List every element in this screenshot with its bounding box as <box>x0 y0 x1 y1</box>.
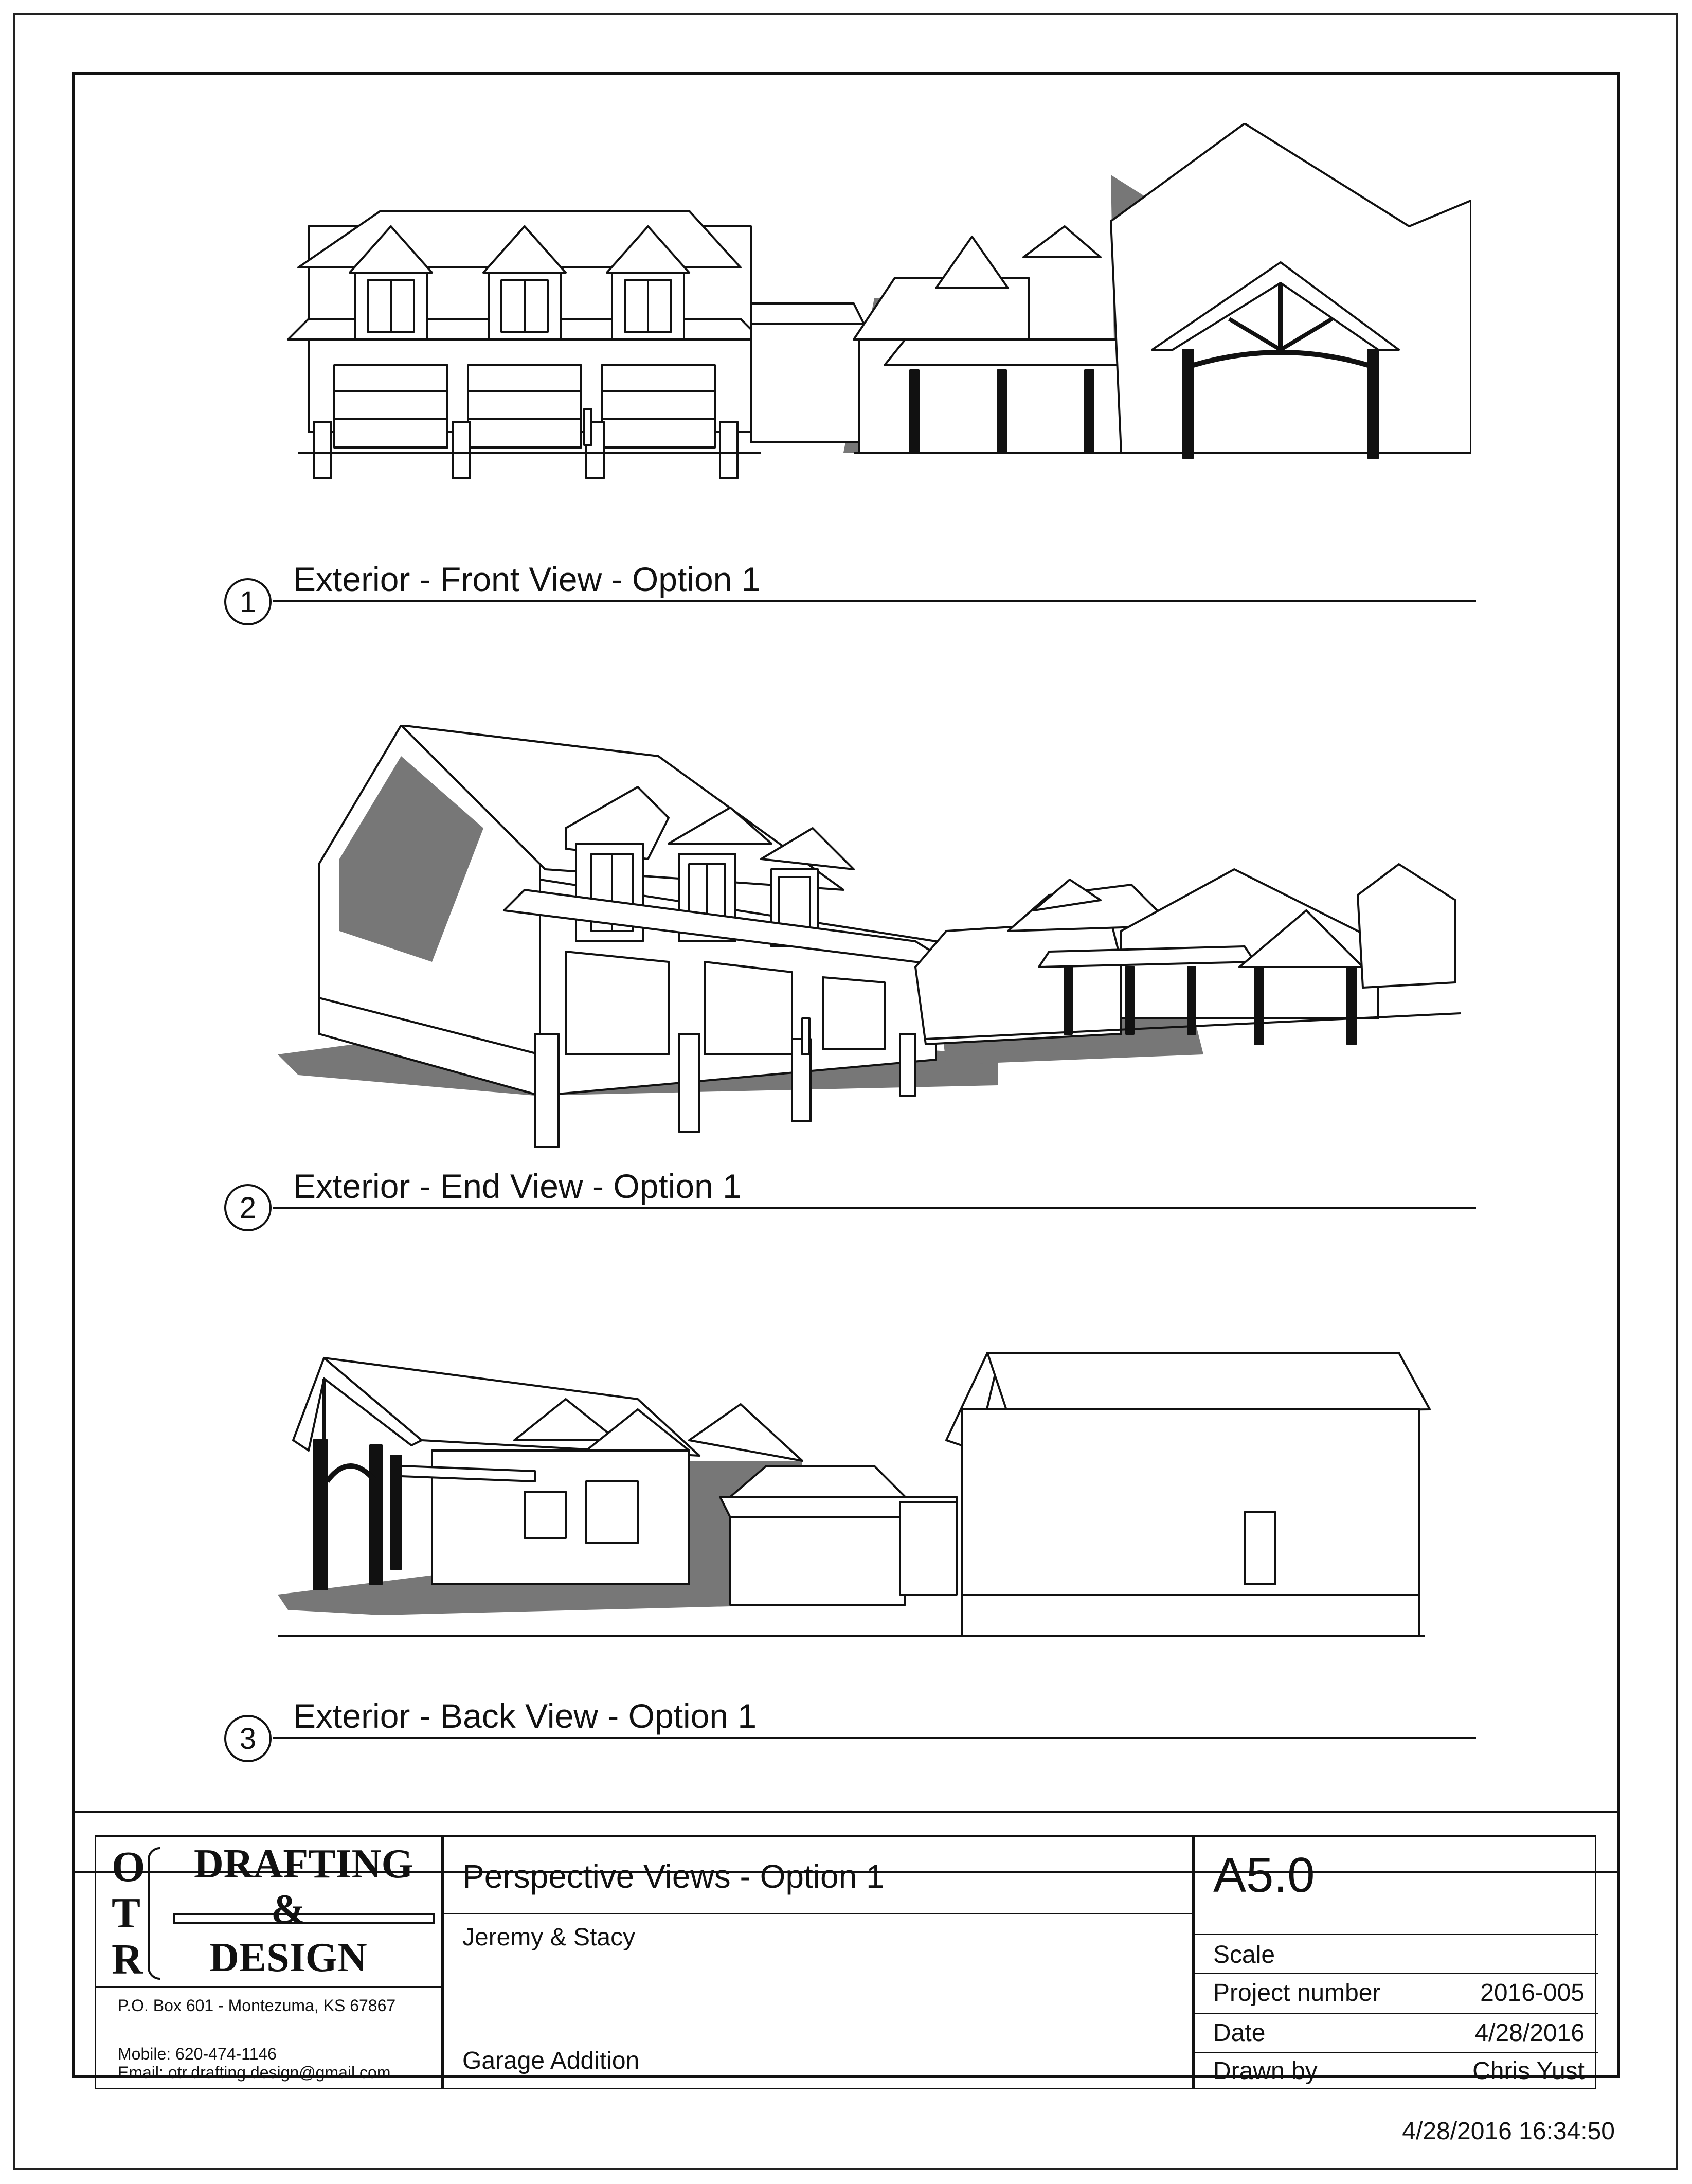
drawn-by-label: Drawn by <box>1213 2057 1318 2085</box>
view-number-3: 3 <box>224 1715 272 1762</box>
logo-word-design: DESIGN <box>209 1935 367 1980</box>
print-timestamp: 4/28/2016 16:34:50 <box>1402 2118 1615 2145</box>
project-cell <box>442 1835 1193 2089</box>
view-title-line-3 <box>273 1737 1476 1739</box>
logo-letter-r: R <box>112 1936 143 1983</box>
view-number-1: 1 <box>224 578 272 625</box>
logo-word-drafting: DRAFTING <box>194 1841 413 1887</box>
date-label: Date <box>1213 2019 1266 2047</box>
sheet-divider-1 <box>1195 1973 1598 1974</box>
sheet-divider-3 <box>1195 2052 1598 2053</box>
sheet-divider-2 <box>1195 2013 1598 2014</box>
logo-letter-t: T <box>112 1889 141 1937</box>
company-cell <box>95 1835 442 2089</box>
project-divider <box>444 1913 1195 1914</box>
scale-label: Scale <box>1213 1941 1275 1968</box>
view-title-2: Exterior - End View - Option 1 <box>293 1167 742 1205</box>
view-title-line-2 <box>273 1207 1476 1209</box>
view-title-line-1 <box>273 600 1476 602</box>
logo-ampersand: & <box>271 1887 305 1932</box>
company-address: P.O. Box 601 - Montezuma, KS 67867 <box>118 1996 396 2015</box>
view-title-1: Exterior - Front View - Option 1 <box>293 560 761 598</box>
company-divider <box>96 1986 444 1988</box>
view-title-3: Exterior - Back View - Option 1 <box>293 1697 757 1735</box>
title-block <box>95 1835 1596 2089</box>
end-view-drawing <box>278 725 1471 1162</box>
company-mobile: Mobile: 620-474-1146 <box>118 2045 277 2063</box>
sheet-number: A5.0 <box>1213 1848 1315 1903</box>
sheet-divider-0 <box>1195 1934 1598 1935</box>
back-view-drawing <box>278 1348 1471 1682</box>
date-value: 4/28/2016 <box>1474 2019 1585 2047</box>
drawn-by-value: Chris Yust <box>1472 2057 1585 2085</box>
logo-brace <box>148 1847 160 1980</box>
sheet-title: Perspective Views - Option 1 <box>462 1858 885 1895</box>
company-email: Email: otr.drafting.design@gmail.com <box>118 2063 391 2082</box>
view-number-2: 2 <box>224 1184 272 1231</box>
front-view-drawing <box>278 123 1471 484</box>
sheet-info-cell <box>1193 1835 1596 2089</box>
project-number-value: 2016-005 <box>1480 1979 1585 2007</box>
logo-letter-o: O <box>112 1843 146 1891</box>
client-name: Jeremy & Stacy <box>462 1924 636 1951</box>
project-name: Garage Addition <box>462 2047 640 2074</box>
project-number-label: Project number <box>1213 1979 1381 2007</box>
